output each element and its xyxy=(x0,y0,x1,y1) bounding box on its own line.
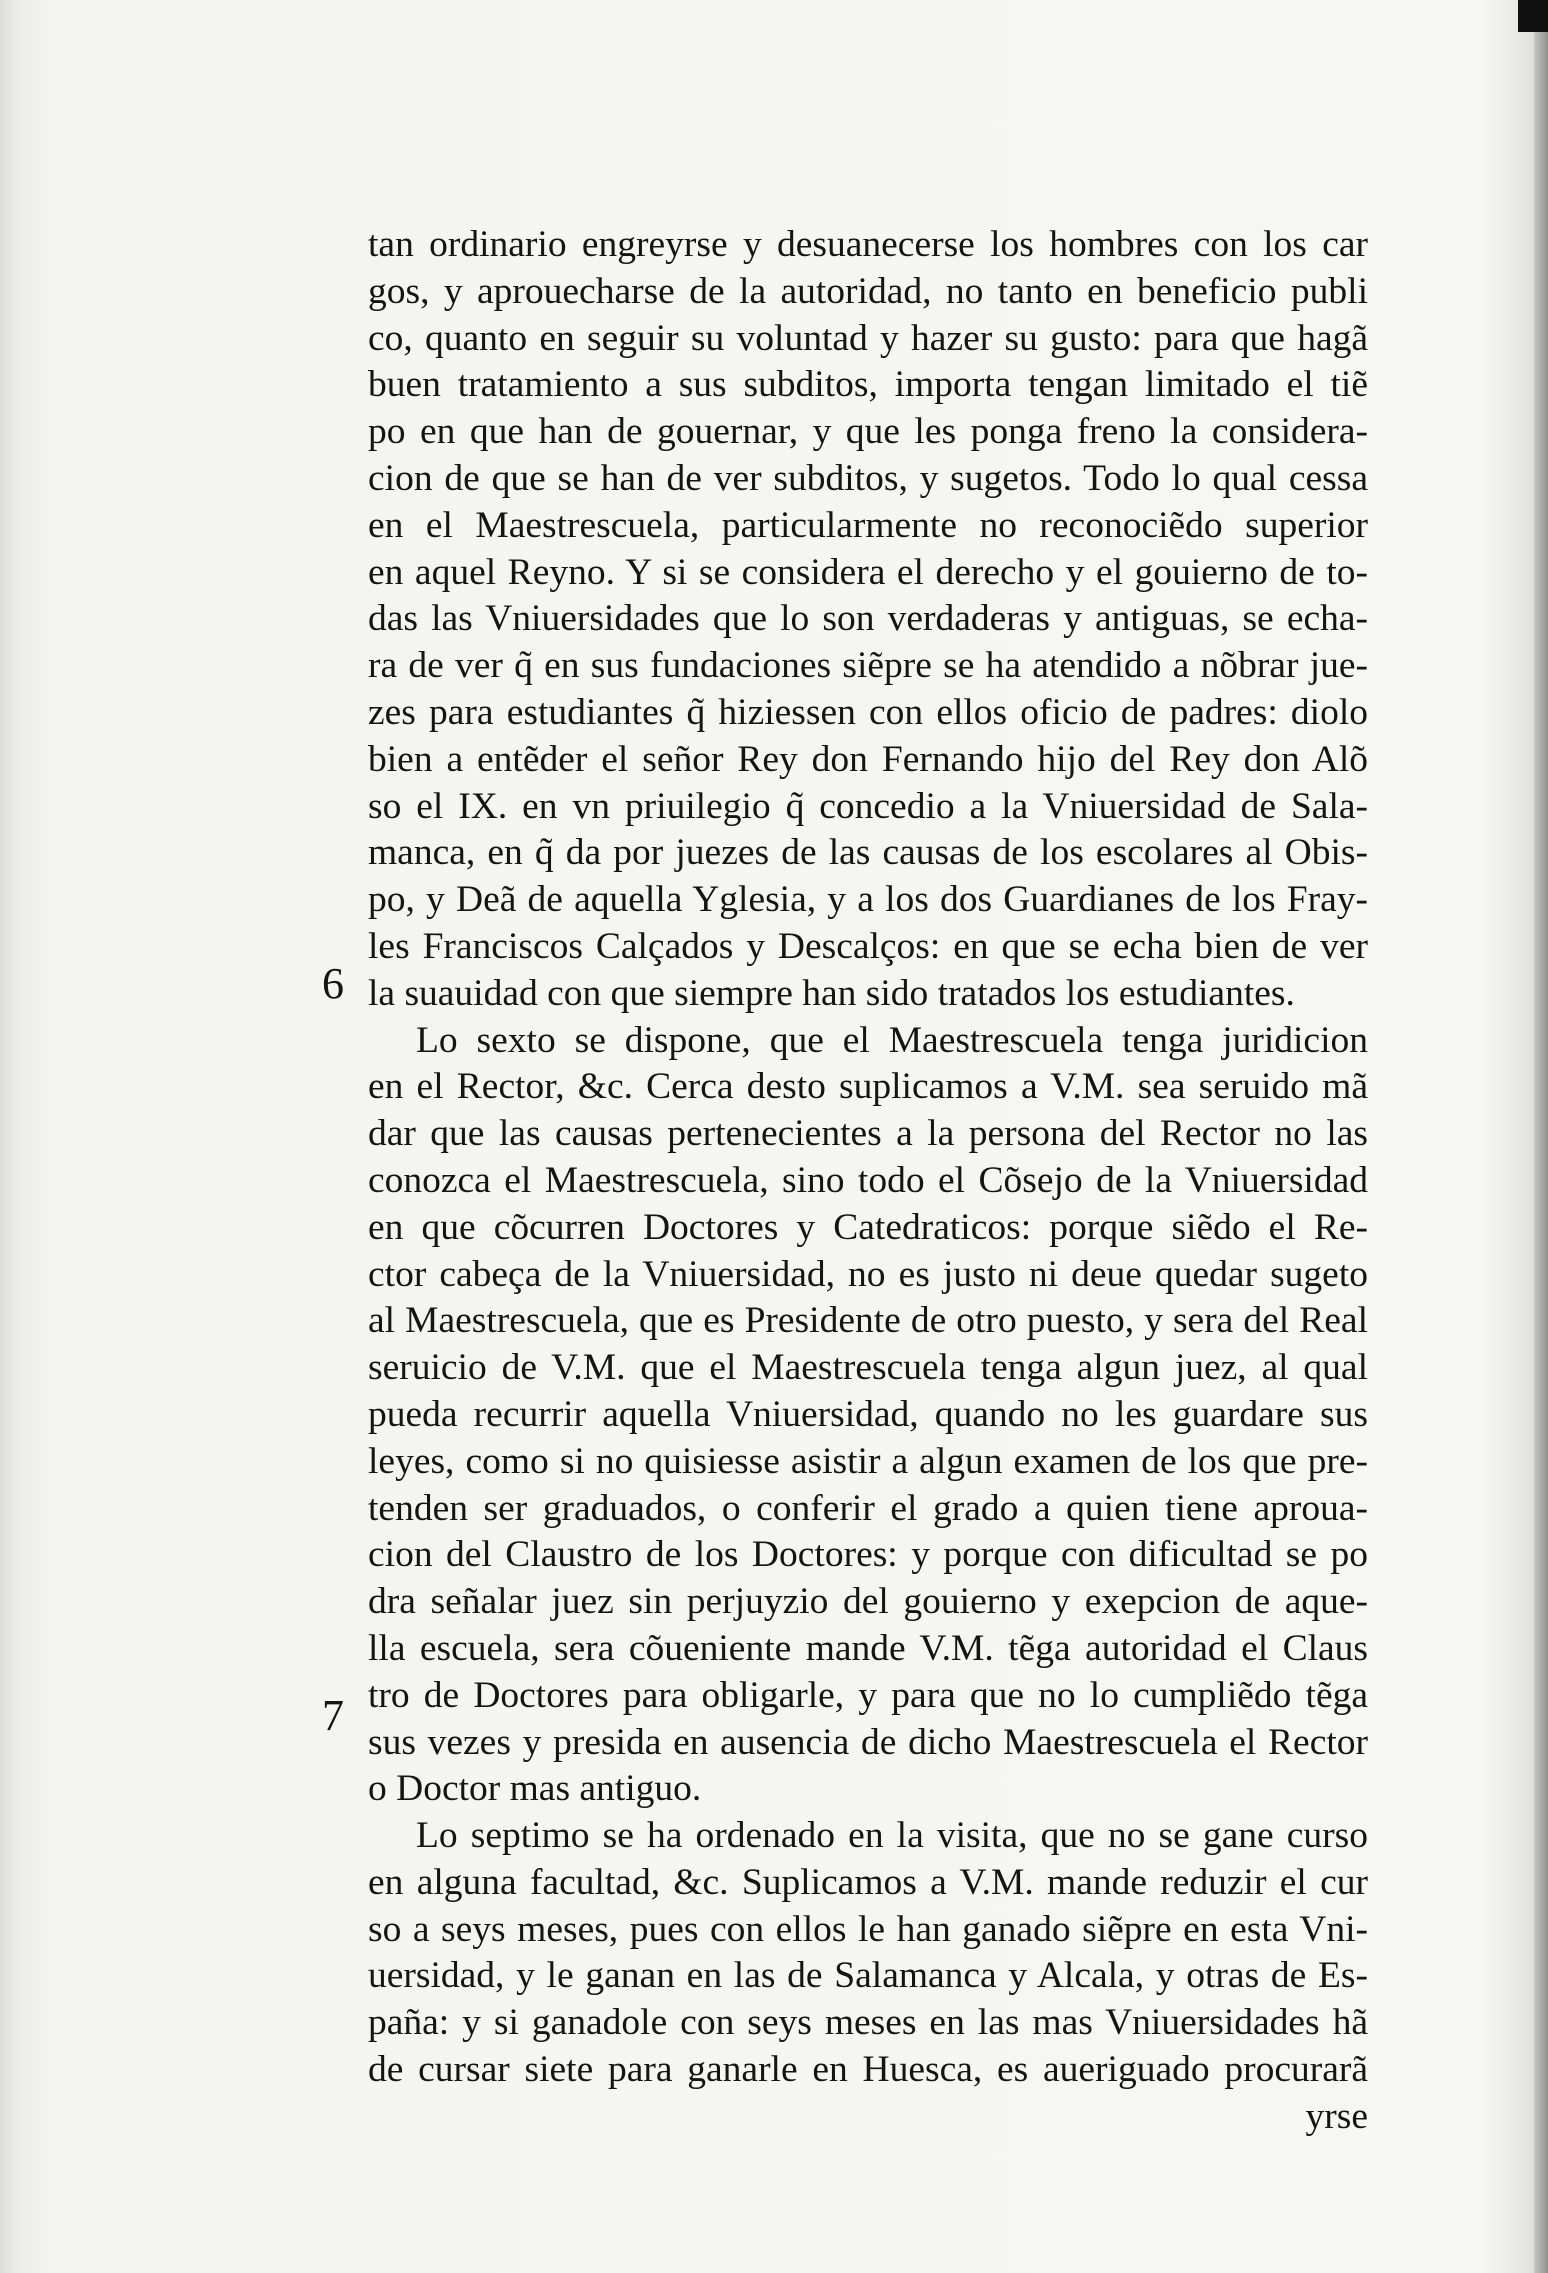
text-line: ra de ver q̃ en sus fundaciones siẽpre se ha atendido a nõbrar jue- xyxy=(368,645,1368,687)
text-line: buen tratamiento a sus subditos, importa tengan limitado el tiẽ xyxy=(368,364,1368,406)
text-line: o Doctor mas antiguo. xyxy=(368,1768,702,1810)
text-line: sus vezes y presida en ausencia de dicho Maestrescuela el Rector xyxy=(368,1721,1368,1763)
text-line: al Maestrescuela, que es Presidente de otro puesto, y sera del Real xyxy=(368,1300,1368,1342)
text-line: po, y Deã de aquella Yglesia, y a los dos Guardianes de los Fray- xyxy=(368,879,1368,921)
text-line: leyes, como si no quisiesse asistir a algun examen de los que pre- xyxy=(368,1440,1368,1482)
text-line: conozca el Maestrescuela, sino todo el Cõsejo de la Vniuersidad xyxy=(368,1159,1368,1201)
text-line: so el IX. en vn priuilegio q̃ concedio a la Vniuersidad de Sala- xyxy=(368,785,1368,827)
text-line: cion de que se han de ver subditos, y sugetos. Todo lo qual cessa xyxy=(368,457,1368,499)
text-line: Lo septimo se ha ordenado en la visita, que no se gane curso xyxy=(416,1815,1368,1857)
text-line: seruicio de V.M. que el Maestrescuela tenga algun juez, al qual xyxy=(368,1347,1368,1389)
text-line: ctor cabeça de la Vniuersidad, no es justo ni deue quedar sugeto xyxy=(368,1253,1368,1295)
text-line: en el Maestrescuela, particularmente no reconociẽdo superior xyxy=(368,504,1368,546)
text-line: co, quanto en seguir su voluntad y hazer su gusto: para que hagã xyxy=(368,317,1368,359)
paragraph-number-7: 7 xyxy=(322,1691,344,1740)
text-line: das las Vniuersidades que lo son verdaderas y antiguas, se echa- xyxy=(368,598,1368,640)
scan-corner-mark xyxy=(1518,0,1548,32)
text-line: zes para estudiantes q̃ hiziessen con ellos oficio de padres: diolo xyxy=(368,691,1368,733)
text-line: en que cõcurren Doctores y Catedraticos: porque siẽdo el Re- xyxy=(368,1206,1368,1248)
text-line: po en que han de gouernar, y que les ponga freno la considera- xyxy=(368,411,1368,453)
text-line: paña: y si ganadole con seys meses en las mas Vniuersidades hã xyxy=(368,2002,1368,2044)
page-edge xyxy=(1534,0,1548,2273)
text-line: dra señalar juez sin perjuyzio del gouierno y exepcion de aque- xyxy=(368,1581,1368,1623)
text-line: so a seys meses, pues con ellos le han ganado siẽpre en esta Vni- xyxy=(368,1908,1368,1950)
text-line: en alguna facultad, &c. Suplicamos a V.M. mande reduzir el cur xyxy=(368,1861,1368,1903)
text-line: bien a entẽder el señor Rey don Fernando hijo del Rey don Alõ xyxy=(368,738,1368,780)
text-line: manca, en q̃ da por juezes de las causas de los escolares al Obis- xyxy=(368,832,1368,874)
text-line: pueda recurrir aquella Vniuersidad, quando no les guardare sus xyxy=(368,1393,1368,1435)
text-line: les Franciscos Calçados y Descalços: en que se echa bien de ver xyxy=(368,925,1368,967)
text-line: la suauidad con que siempre han sido tratados los estudiantes. xyxy=(368,972,1295,1014)
text-line: en el Rector, &c. Cerca desto suplicamos a V.M. sea seruido mã xyxy=(368,1066,1368,1108)
text-line: lla escuela, sera cõueniente mande V.M. tẽga autoridad el Claus xyxy=(368,1627,1368,1669)
text-line: uersidad, y le ganan en las de Salamanca y Alcala, y otras de Es- xyxy=(368,1955,1368,1997)
text-line: cion del Claustro de los Doctores: y porque con dificultad se po xyxy=(368,1534,1368,1576)
text-line: Lo sexto se dispone, que el Maestrescuela tenga juridicion xyxy=(416,1019,1368,1061)
text-line: gos, y aprouecharse de la autoridad, no tanto en beneficio publi xyxy=(368,270,1368,312)
paragraph-number-6: 6 xyxy=(322,959,344,1008)
text-line: tro de Doctores para obligarle, y para que no lo cumpliẽdo tẽga xyxy=(368,1674,1368,1716)
body-text xyxy=(368,222,1368,2141)
text-line: tenden ser graduados, o conferir el grado a quien tiene aproua- xyxy=(368,1487,1368,1529)
text-line: de cursar siete para ganarle en Huesca, es aueriguado procurarã xyxy=(368,2049,1368,2091)
text-line: en aquel Reyno. Y si se considera el derecho y el gouierno de to- xyxy=(368,551,1368,593)
text-line: tan ordinario engreyrse y desuanecerse los hombres con los car xyxy=(368,224,1368,265)
catchword: yrse xyxy=(1305,2095,1368,2137)
text-line: dar que las causas pertenecientes a la persona del Rector no las xyxy=(368,1113,1368,1155)
